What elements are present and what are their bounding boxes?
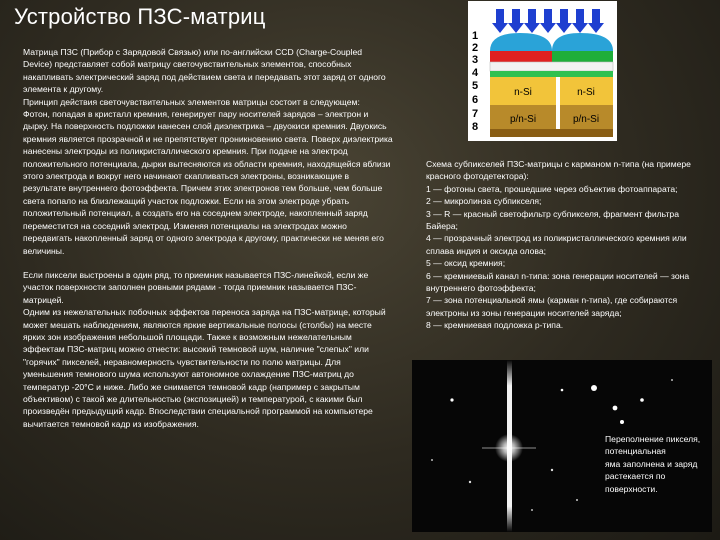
light-arrows: [492, 9, 604, 33]
paragraph-side-effects: Одним из нежелательных побочных эффектов переноса заряда на ПЗС-матрице, который может мешать наблюдениям, являются яркие вертикальные полосы (столбы) на месте ярких зон изображения небольшой площади. Также к возможным нежелательным эффектам ПЗС-матриц можно отнести: высокий темновой шум, наличие "слепых" или "горячих" пикселей, неравномерность чувствительности по полю матрицы. Для уменьшения темнового шума используют автономное охлаждение ПЗС-матриц до температур -20°С и ниже. Либо же снимается темновой кадр (например с закрытым объективом) с такой же длительностью (экспозицией) и температурой, с какими был произведён предыдущий кадр. Впоследствии специальной программой на компьютере вычитается темновой кадр из изображения.: [23, 307, 386, 429]
paragraph-ccd-definition: Матрица ПЗС (Прибор с Зарядовой Связью) или по-английски CCD (Charge-Coupled Device) представляет собой матрицу светочувствительных элементов, способных накапливать электрический заряд под действием света и передавать этот заряд от одного элемента к другому.: [23, 47, 386, 95]
layer-number: 1: [472, 30, 479, 42]
star: [620, 420, 624, 424]
microlens-left: [490, 33, 552, 51]
caption-line: 1 — фотоны света, прошедшие через объектив фотоаппарата;: [426, 183, 678, 194]
star: [671, 379, 673, 381]
pn-si-left-label: p/n-Si: [509, 114, 537, 125]
light-arrow: [556, 9, 572, 33]
star: [613, 406, 618, 411]
layer-number: 3: [472, 54, 479, 66]
light-arrow: [492, 9, 508, 33]
layer-number: 2: [472, 42, 479, 54]
caption-line: 2 — микролинза субпикселя;: [426, 196, 542, 207]
paragraph-principle-intro: Принцип действия светочувствительных элементов матрицы состоит в следующем:: [23, 96, 360, 107]
caption-line: 4 — прозрачный электрод из поликристаллического кремния или сплава индия и оксида олова;: [426, 233, 687, 256]
light-arrow: [572, 9, 588, 33]
layer-number: 5: [472, 80, 479, 92]
photo-note-line: Переполнение пикселя,: [605, 434, 701, 444]
n-si-left-label: n-Si: [514, 87, 532, 98]
layer-number: 8: [472, 121, 479, 133]
star: [531, 509, 533, 511]
star: [469, 481, 471, 483]
caption-line: 8 — кремниевая подложка p-типа.: [426, 320, 564, 331]
layer-number: 7: [472, 108, 479, 120]
paragraph-line-vs-matrix: Если пиксели выстроены в один ряд, то приемник называется ПЗС-линейкой, если же участок поверхности заполнен ровными рядами - тогда приемник называется ПЗС-матрицей.: [23, 269, 369, 305]
caption-line: 5 — оксид кремния;: [426, 258, 506, 269]
photo-note-line: растекается по: [605, 471, 666, 482]
photo-note-line: яма заполнена и заряд: [605, 458, 698, 469]
photo-note-line: поверхности.: [605, 483, 658, 494]
substrate: [490, 129, 613, 137]
layer-number: 4: [472, 67, 479, 79]
oxide-layer: [490, 71, 613, 77]
light-arrow: [588, 9, 604, 33]
transparent-electrode: [490, 62, 613, 71]
caption-line: 6 — кремниевый канал n-типа: зона генерации носителей — зона внутреннего фотоэффекта;: [426, 270, 690, 294]
photo-note: [605, 433, 715, 495]
diagram-graphic: [468, 1, 617, 141]
n-si-right-label: n-Si: [577, 87, 595, 98]
ccd-subpixel-diagram: [468, 1, 617, 141]
paragraph-photon-process: Фотон, попадая в кристалл кремния, генерирует пару носителей зарядов – электрон и дырку. На поверхность подложки нанесен слой диэлектрика – двуокиси кремния. Двуокись кремния является прозрачной и не препятствует проникновению света. Поверх диэлектрика нанесены электроды из поликристаллического кремния. При подаче на электрод положительного потенциала, дырки вытесняются из области кремния, находящейся вблизи этого электрода и вокруг него начинают скапливаться электроны, возникающие в результате внутреннего фотоэффекта. Причем этих электронов тем больше, чем больше света попало на близлежащий участок подложки. Если на этом электроде убрать положительный потенциал, а создать его на соседнем электроде, накопленный заряд переместится на соседний электрод. Изменяя потенциалы на электродах можно передвигать накопленный заряд от одного электрода к другому, практически не меняя его величины.: [23, 109, 393, 256]
photo-note-line: потенциальная: [605, 446, 666, 457]
star: [431, 459, 433, 461]
caption-line: 3 — R — красный светофильтр субпикселя, фрагмент фильтра Байера;: [426, 208, 679, 232]
star: [591, 385, 597, 391]
red-filter: [490, 51, 552, 62]
star: [576, 499, 578, 501]
caption-line: Схема субпикселей ПЗС-матрицы с карманом n-типа (на примере красного фотодетектора):: [426, 159, 691, 182]
star: [450, 398, 453, 401]
page-title: Устройство ПЗС-матриц: [14, 4, 266, 29]
green-filter: [552, 51, 613, 62]
light-arrow: [524, 9, 540, 33]
pn-si-right-label: p/n-Si: [572, 114, 600, 125]
layer-number: 6: [472, 94, 479, 106]
microlens-right: [552, 33, 613, 51]
star: [551, 469, 553, 471]
caption-line: 7 — зона потенциальной ямы (карман n-типа), где собираются электроны из зоны генерации носителей заряда;: [426, 295, 678, 318]
diagram-caption: [426, 158, 706, 332]
star: [561, 389, 564, 392]
light-arrow: [508, 9, 524, 33]
main-text: [23, 46, 393, 430]
light-arrow: [540, 9, 556, 33]
star: [640, 398, 644, 402]
